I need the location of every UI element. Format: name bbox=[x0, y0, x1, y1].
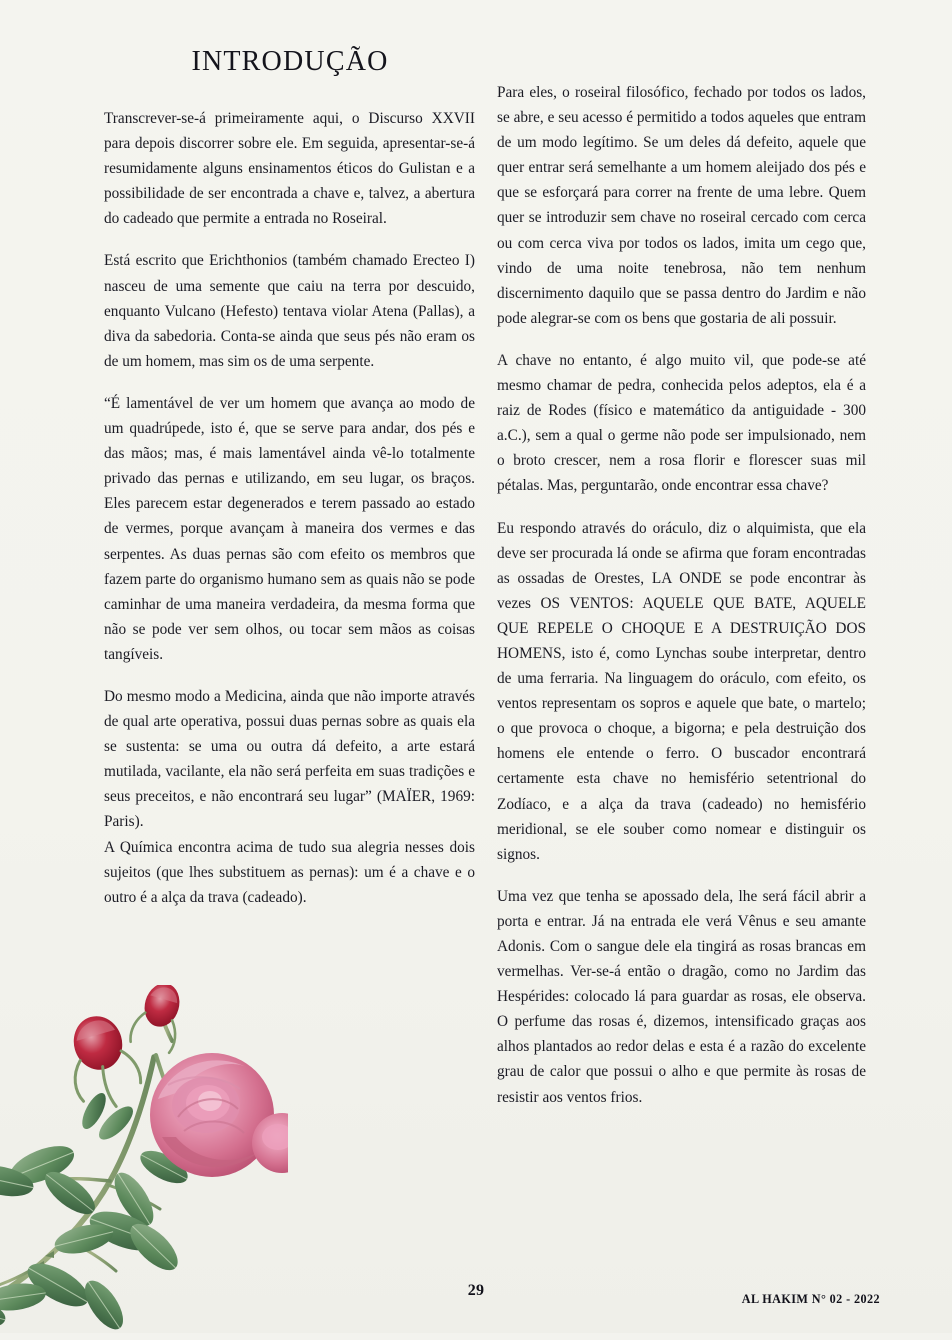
rose-bloom-secondary bbox=[252, 1113, 288, 1173]
paragraph: Para eles, o roseiral filosófico, fechado por todos os lados, se abre, e seu acesso é permitido a todos aqueles que entram de um modo legítimo. Se um deles dá defeito, aquele que quer entrar será semelhante a um homem aleijado dos pés e que se esforçará para correr na frente de uma lebre. Quem quer se introduzir sem chave no roseiral cercado com cerca ou com cerca viva por todos os lados, imita um cego que, vindo de uma noite tenebrosa, não tem nenhum discernimento daquilo que se passa dentro do Jardim e não pode alegrar-se com os bens que gostaria de ali possuir. bbox=[497, 84, 866, 327]
paragraph: Uma vez que tenha se apossado dela, lhe será fácil abrir a porta e entrar. Já na entrada ele verá Vênus e seu amante Adonis. Com o sangue dele ela tingirá as rosas brancas em vermelhas. Ver-se-á então o dragão, como no Jardim das Hespérides: colocado lá para guardar as rosas, ele observa. O perfume das rosas é, dizemos, intensificado graças aos alhos plantados ao redor delas e esta é a razão do excelente grau de calor que possui o alho e que permite às rosas de resistir aos ventos frios. bbox=[497, 887, 866, 1106]
paragraph: Eu respondo através do oráculo, diz o alquimista, que ela deve ser procurada lá onde se afirma que foram encontradas as ossadas de Orestes, LA ONDE se pode encontrar às vezes OS VENTOS: AQUELE QUE BATE, AQUELE QUE REPELE O CHOQUE E A DESTRUIÇÃO DOS HOMENS, isto é, como Lynchas soube interpretar, dentro de uma ferraria. Na linguagem do oráculo, com efeito, os ventos representam os sopros e aquele que bate, o martelo; o que provoca o choque, a bigorna; e pela destruição dos homens ele entende o ferro. O buscador encontrará certamente esta chave no hemisfério setentrional do Zodíaco, e a alça da trava (cadeado) no hemisfério meridional, se ele souber como nomear e distinguir os signos. bbox=[497, 519, 866, 863]
rose-bud-right bbox=[129, 985, 189, 1053]
paragraph: A chave no entanto, é algo muito vil, que pode-se até mesmo chamar de pedra, conhecida pelos adeptos, ela é a raiz de Rodes (físico e matemático da antiguidade - 300 a.C.), sem a qual o germe não pode ser impulsionado, nem o broto crescer, nem a rosa florir e florescer suas mil pétalas. Mas, perguntarão, onde encontrar essa chave? bbox=[497, 351, 866, 495]
page-title-container bbox=[104, 46, 476, 78]
page-title: INTRODUÇÃO bbox=[191, 46, 389, 77]
rose-stems bbox=[0, 1009, 184, 1313]
rose-bud-left bbox=[59, 1008, 147, 1115]
paragraph: Está escrito que Erichthonios (também chamado Erecteo I) nasceu de uma semente que caiu na terra por descuido, enquanto Vulcano (Hefesto) tentava violar Atena (Pallas), a diva da sabedoria. Conta-se ainda que seus pés não eram os de um homem, mas sim os de uma serpente. bbox=[104, 252, 475, 370]
rose-bloom-main bbox=[150, 1053, 274, 1177]
paragraph: “É lamentável de ver um homem que avança ao modo de um quadrúpede, isto é, que se serve para andar, dos pés e das mãos; mas, é mais lamentável ainda vê-lo totalmente privado das pernas e utilizando, em seu lugar, os braços. Eles parecem estar degenerados e terem passado ao estado de vermes, porque avançam à maneira dos vermes e das serpentes. As duas pernas são com efeito os membros que fazem parte do organismo humano sem as quais não se pode caminhar de uma maneira verdadeira, da mesma forma que não se pode ver sem olhos, ou tocar sem mãos as coisas tangíveis. bbox=[104, 394, 475, 663]
left-text-column bbox=[104, 106, 475, 910]
paragraph: A Química encontra acima de tudo sua alegria nesses dois sujeitos (que lhes substituem as pernas): um é a chave e o outro é a alça da trava (cadeado). bbox=[104, 838, 475, 906]
footer-journal-info: AL HAKIM N° 02 - 2022 bbox=[741, 1292, 880, 1306]
paragraph: Do mesmo modo a Medicina, ainda que não importe através de qual arte operativa, possui duas pernas sobre as quais ela se sustenta: se uma ou outra dá defeito, a arte estará mutilada, vacilante, ela não será perfeita em suas tradições e seus preceitos, e não encontrará seu lugar” (MAÏER, 1969: Paris). bbox=[104, 687, 475, 831]
paragraph: Transcrever-se-á primeiramente aqui, o Discurso XXVII para depois discorrer sobre ele. Em seguida, apresentar-se-á resumidamente alguns ensinamentos éticos do Gulistan e a possibilidade de ser encontrada a chave e, talvez, a abertura do cadeado que permite a entrada no Roseiral. bbox=[104, 110, 475, 228]
page-number: 29 bbox=[467, 1282, 485, 1299]
right-text-column bbox=[497, 80, 866, 1110]
